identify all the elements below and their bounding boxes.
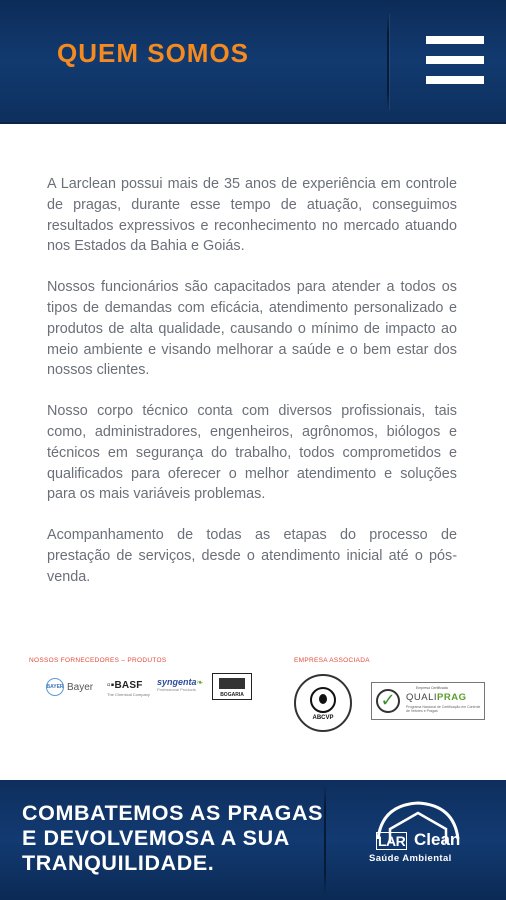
abcvp-emblem-icon	[310, 687, 336, 713]
bogaria-name: BOGARIA	[220, 692, 244, 698]
syngenta-sub: Professional Products	[157, 687, 196, 692]
basf-name: ▫▪BASF	[107, 680, 143, 691]
syngenta-name: syngenta❧	[157, 677, 204, 687]
qualiprag-name: QUALIPRAG	[406, 692, 467, 703]
brand-lar: LAR	[378, 833, 406, 849]
footer-divider	[324, 784, 326, 896]
checkmark-icon: ✓	[376, 689, 400, 713]
larclean-logo[interactable]	[366, 795, 470, 873]
bogaria-logo	[212, 673, 252, 700]
bogaria-house-icon	[219, 678, 245, 689]
app-header	[0, 0, 506, 124]
abcvp-seal	[294, 674, 352, 732]
basf-logo	[107, 680, 151, 698]
paragraph-staff: Nossos funcionários são capacitados para atender a todos os tipos de demandas com eficácia, atendimento personalizado e produtos de alta qualidade, causando o mínimo de impacto ao meio ambiente e visando melhorar a saúde e o bem estar dos nossos clientes.	[47, 279, 457, 379]
footer-slogan: COMBATEMOS AS PRAGAS E DEVOLVEMOSA A SUA TRANQUILIDADE.	[22, 801, 324, 875]
menu-bar	[426, 76, 484, 84]
bayer-logo	[46, 676, 100, 698]
paragraph-technical-team: Nosso corpo técnico conta com diversos profissionais, tais como, administradores, engenheiros, agrônomos, biólogos e técnicos em segurança do trabalho, todos comprometidos e qualificados para oferecer o melhor atendimento e soluções para os mais variáveis problemas.	[47, 403, 457, 503]
menu-bar	[426, 36, 484, 44]
hamburger-menu-icon[interactable]	[426, 36, 484, 88]
bayer-name: Bayer	[67, 681, 94, 693]
suppliers-label: NOSSOS FORNECEDORES – PRODUTOS	[29, 657, 167, 664]
qualiprag-top: Empresa Certificada	[416, 686, 448, 690]
paragraph-experience: A Larclean possui mais de 35 anos de experiência em controle de pragas, durante esse tempo de atuação, conseguimos resultados expressivos e reconhecimento no mercado atuando nos Estados da Bahia e Goiás.	[47, 176, 457, 255]
menu-bar	[426, 56, 484, 64]
bayer-cross-icon: BAYER	[46, 678, 64, 696]
brand-clean: Clean	[414, 830, 461, 849]
qualiprag-desc: Programa Nacional de Certificação em Controle de Vetores e Pragas	[406, 705, 481, 713]
header-divider	[387, 14, 389, 110]
abcvp-name: ABCVP	[312, 715, 334, 721]
brand-tagline: Saúde Ambiental	[369, 853, 452, 864]
page-title: QUEM SOMOS	[57, 38, 250, 68]
qualiprag-seal	[371, 682, 485, 720]
basf-sub: The Chemical Company	[107, 692, 150, 697]
about-content	[47, 174, 457, 608]
associated-label: EMPRESA ASSOCIADA	[294, 657, 370, 664]
syngenta-logo	[157, 677, 204, 699]
paragraph-follow-up: Acompanhamento de todas as etapas do processo de prestação de serviços, desde o atendimento inicial até o pós-venda.	[47, 527, 457, 585]
